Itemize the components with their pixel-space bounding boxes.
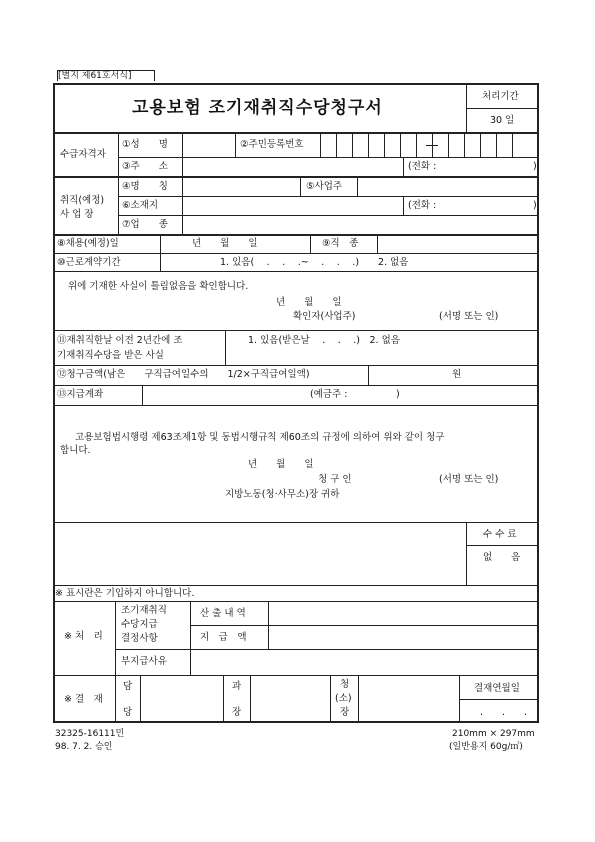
fee-value: 없 음 (483, 552, 521, 563)
hire-date-label: ⑧채용(예정)일 (57, 238, 119, 249)
form-title: 고용보험 조기재취직수당청구서 (132, 98, 383, 118)
approval-office-sign[interactable] (359, 676, 458, 722)
workplace-section-line1: 취직(예정) (60, 195, 105, 206)
approval-office-top: 청 (340, 679, 350, 690)
claim-amount-field[interactable] (369, 366, 449, 384)
employer-field[interactable] (358, 177, 538, 195)
business-type-label: ⑦업 종 (122, 219, 168, 230)
account-holder-label: (예금주 : (310, 389, 348, 400)
name-field[interactable] (183, 133, 234, 156)
name-label: ①성 명 (122, 139, 168, 150)
employer-label: ⑤사업주 (306, 181, 343, 192)
employer-confirm-statement: 위에 기재한 사실이 틀림없음을 확인합니다. (68, 281, 249, 292)
processing-period-value: 30 일 (490, 115, 515, 126)
footer-approved: 98. 7. 2. 승인 (55, 742, 113, 752)
decision-label-line2: 수당지급 (121, 619, 158, 630)
address-label: ③주 소 (122, 161, 168, 172)
hire-date-value[interactable]: 년 월 일 (192, 238, 258, 249)
processing-period-label: 처리기간 (482, 91, 519, 102)
processing-label: ※ 처 리 (64, 631, 103, 642)
company-name-field[interactable] (183, 177, 299, 195)
approval-staff-top: 담 (123, 681, 133, 692)
pay-amount-label: 지 급 액 (200, 632, 247, 643)
address-phone-field[interactable] (460, 158, 530, 175)
prior-benefit-label-line2: 기재취직수당을 받은 사실 (57, 350, 164, 361)
declaration-date[interactable]: 년 월 일 (248, 459, 314, 470)
calc-detail-label: 산 출 내 역 (200, 608, 246, 619)
non-payment-reason-label: 부지급사유 (121, 656, 167, 667)
declaration-sign[interactable]: (서명 또는 인) (439, 474, 499, 485)
prior-benefit-label-line1: ⑪재취직한날 이전 2년간에 조 (57, 335, 183, 346)
employer-confirm-sign[interactable]: (서명 또는 인) (439, 311, 499, 322)
declaration-text-line2: 합니다. (60, 445, 91, 456)
account-holder-close: ) (396, 389, 400, 400)
bank-account-label: ⑬지급계좌 (57, 389, 104, 400)
job-type-label: ⑨직 종 (322, 238, 359, 249)
workplace-section-line2: 사 업 장 (60, 209, 94, 220)
address-field[interactable] (183, 158, 402, 175)
decision-label-line3: 결정사항 (121, 633, 158, 644)
recipient-section-label: 수급자격자 (60, 149, 106, 160)
declaration-text-line1: 고용보험법시행령 제63조제1항 및 동법시행규칙 제60조의 규정에 의하여 위와 같이 청구 (75, 432, 445, 443)
form-note: ※ 표시란은 기입하지 아니합니다. (55, 588, 195, 599)
approval-section-top: 과 (232, 681, 242, 692)
footer-paper: (일반용지 60g/㎡) (449, 742, 523, 752)
non-payment-reason-field[interactable] (191, 650, 538, 674)
approval-staff-sign[interactable] (141, 676, 222, 722)
approval-section-bottom: 장 (232, 707, 242, 718)
calc-detail-field[interactable] (269, 602, 538, 624)
claim-amount-unit: 원 (452, 369, 462, 380)
location-label: ⑥소재지 (122, 200, 159, 211)
declaration-claimant: 청 구 인 (318, 474, 352, 485)
approval-office-bottom: 장 (340, 707, 350, 718)
address-phone-label: (전화 : (408, 161, 437, 172)
contract-period-options[interactable]: 1. 있음( . . .~ . . .) 2. 없음 (220, 257, 409, 268)
location-field[interactable] (183, 197, 402, 214)
location-phone-field[interactable] (460, 197, 530, 214)
approval-section-sign[interactable] (251, 676, 329, 722)
contract-period-label: ⑩근로계약기간 (57, 257, 121, 268)
address-phone-close: ) (533, 161, 537, 172)
fee-label: 수 수 료 (483, 529, 517, 540)
company-name-label: ④명 칭 (122, 181, 168, 192)
footer-code: 32325-16111민 (55, 729, 125, 739)
location-phone-close: ) (533, 200, 537, 211)
rrn-field[interactable] (321, 133, 538, 156)
footer-size: 210mm × 297mm (452, 729, 535, 739)
approval-date-value[interactable]: . . . (480, 707, 528, 718)
location-phone-label: (전화 : (408, 200, 437, 211)
approval-office-mid: (소) (335, 693, 352, 704)
form-code: [별지 제61호서식] (58, 71, 132, 81)
approval-staff-bottom: 당 (123, 707, 133, 718)
business-type-field[interactable] (183, 216, 538, 233)
approval-label: ※ 결 재 (64, 694, 103, 705)
employer-confirm-date[interactable]: 년 월 일 (276, 297, 342, 308)
decision-label-line1: 조기재취직 (121, 605, 167, 616)
job-type-field[interactable] (378, 235, 538, 252)
claim-amount-label: ⑫청구금액(남은 구직급여일수의 1/2×구직급여일액) (57, 369, 310, 380)
prior-benefit-options[interactable]: 1. 있음(받은날 . . .) 2. 없음 (248, 335, 400, 346)
declaration-addressee: 지방노동(청·사무소)장 귀하 (225, 489, 340, 500)
approval-date-label: 결재연월일 (474, 683, 520, 694)
rrn-label: ②주민등록번호 (240, 139, 304, 150)
bank-account-field[interactable] (143, 386, 308, 404)
employer-confirm-signer: 확인자(사업주) (293, 311, 356, 322)
pay-amount-field[interactable] (269, 626, 538, 648)
